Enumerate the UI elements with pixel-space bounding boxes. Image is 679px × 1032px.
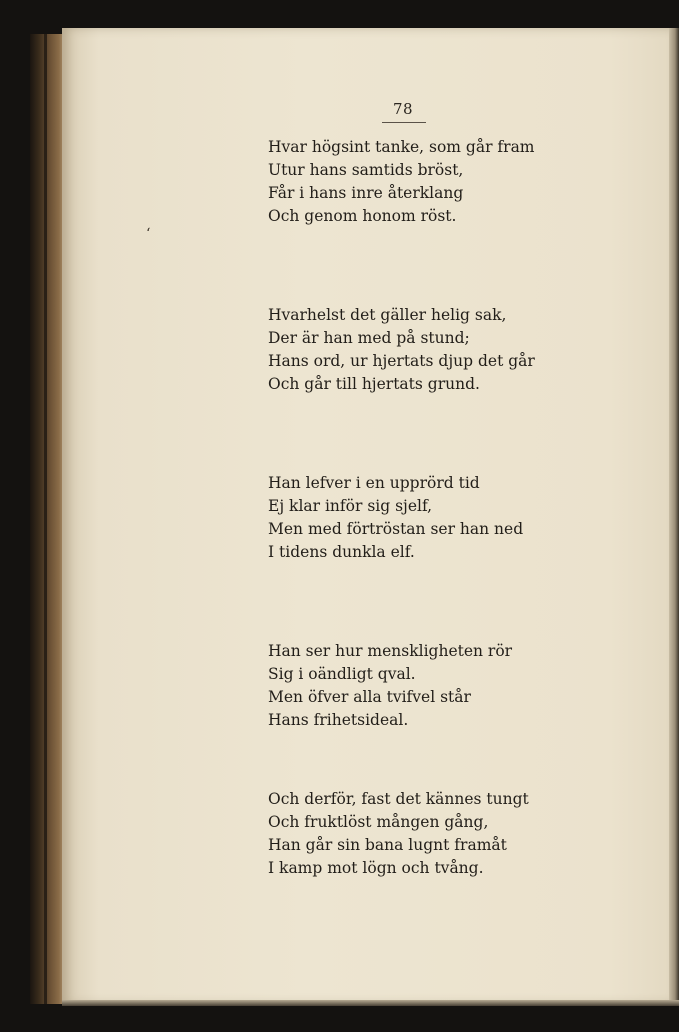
stanza-4 [268,640,568,732]
stanza-2 [268,304,568,396]
book-spine [30,34,66,1004]
ink-mark: ʻ [146,226,151,242]
verse-line: Och genom honom röst. [268,207,457,225]
page-right-edge [669,28,679,1004]
verse-line: Hvarhelst det gäller helig sak, [268,306,507,324]
verse-line: I kamp mot lögn och tvång. [268,859,484,877]
verse-line: Och fruktlöst mången gång, [268,813,489,831]
verse-line: I tidens dunkla elf. [268,543,415,561]
verse-line: Der är han med på stund; [268,329,470,347]
verse-line: Men med förtröstan ser han ned [268,520,524,538]
verse-line: Utur hans samtids bröst, [268,161,464,179]
verse-line: Han lefver i en upprörd tid [268,474,480,492]
stanza-3 [268,472,568,564]
verse-line: Hvar högsint tanke, som går fram [268,138,535,156]
verse-line: Och derför, fast det kännes tungt [268,790,529,808]
verse-line: Och går till hjertats grund. [268,375,480,393]
page-bottom-edge [62,1000,679,1006]
verse-line: Hans ord, ur hjertats djup det går [268,352,535,370]
verse-line: Men öfver alla tvifvel står [268,688,471,706]
page-number-rule [382,122,426,123]
verse-line: Ej klar inför sig sjelf, [268,497,433,515]
page-number: 78 [392,100,414,118]
stanza-1 [268,136,568,228]
verse-line: Får i hans inre återklang [268,184,464,202]
stanza-5 [268,788,568,880]
verse-line: Hans frihetsideal. [268,711,409,729]
verse-line: Han går sin bana lugnt framåt [268,836,507,854]
verse-line: Han ser hur menskligheten rör [268,642,513,660]
verse-line: Sig i oändligt qval. [268,665,416,683]
spine-shadow [44,34,47,1004]
